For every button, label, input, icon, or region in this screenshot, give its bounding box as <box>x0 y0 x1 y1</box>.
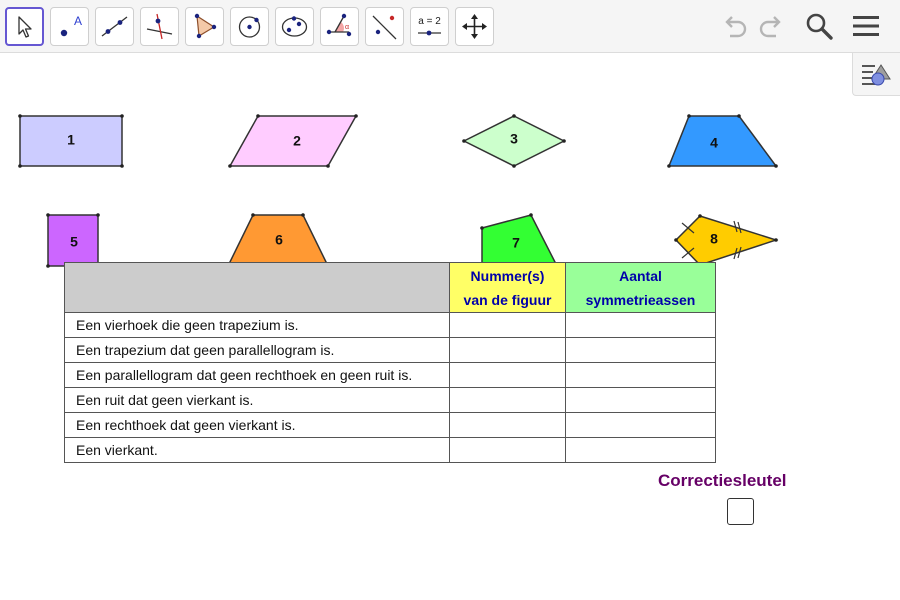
search-button[interactable] <box>803 10 835 42</box>
slider-tool-label: a = 2 <box>418 16 441 27</box>
table-row <box>65 313 716 338</box>
conic-tool-button[interactable] <box>275 7 314 46</box>
row-label-text: Een vierkant. <box>76 442 158 458</box>
shape-4-trapezium[interactable] <box>667 114 778 168</box>
shape-7-label: 7 <box>512 234 520 251</box>
shape-6-trapezium[interactable] <box>226 213 330 268</box>
shape-6-label: 6 <box>275 231 283 248</box>
angle-tool-button[interactable] <box>320 7 359 46</box>
reflect-icon <box>370 12 399 41</box>
table-row <box>65 438 716 463</box>
polygon-tool-button[interactable] <box>185 7 224 46</box>
point-tool-button[interactable] <box>50 7 89 46</box>
header-symmetry-axes-line2: symmetrieassen <box>585 291 696 308</box>
header-figure-number-line2: van de figuur <box>463 291 552 308</box>
undo-icon <box>718 10 750 42</box>
redo-button[interactable] <box>756 10 788 42</box>
move-view-arrows-icon <box>460 12 489 41</box>
row-label-text: Een rechthoek dat geen vierkant is. <box>76 417 296 433</box>
ellipse-icon <box>280 12 309 41</box>
menu-icon <box>850 10 882 42</box>
row-label <box>65 338 450 363</box>
row-label <box>65 438 450 463</box>
shape-8-kite[interactable] <box>674 214 778 267</box>
figure-number-cell[interactable] <box>450 388 566 413</box>
row-label <box>65 363 450 388</box>
shape-4-label: 4 <box>710 134 718 151</box>
shape-3-label: 3 <box>510 130 518 147</box>
table-row <box>65 363 716 388</box>
table-row <box>65 338 716 363</box>
perpendicular-line-icon <box>145 12 174 41</box>
main-menu-button[interactable] <box>850 10 882 42</box>
shape-2-parallelogram[interactable] <box>228 114 358 168</box>
point-icon <box>55 12 84 41</box>
figure-number-cell[interactable] <box>450 438 566 463</box>
figure-number-cell[interactable] <box>450 363 566 388</box>
row-label-text: Een ruit dat geen vierkant is. <box>76 392 254 408</box>
shape-3-rhombus[interactable] <box>462 114 566 168</box>
redo-icon <box>756 10 788 42</box>
table-row <box>65 413 716 438</box>
header-figure-number-line1: Nummer(s) <box>470 267 545 284</box>
table-row <box>65 388 716 413</box>
row-label <box>65 388 450 413</box>
answer-key-label: Correctiesleutel <box>658 471 787 490</box>
circle-icon <box>235 12 264 41</box>
undo-button[interactable] <box>718 10 750 42</box>
shape-2-label: 2 <box>293 132 301 149</box>
line-tool-button[interactable] <box>95 7 134 46</box>
point-tool-letter: A <box>74 14 83 28</box>
figure-number-cell[interactable] <box>450 313 566 338</box>
slider-tool-button[interactable] <box>410 7 449 46</box>
row-label-text: Een parallellogram dat geen rechthoek en geen ruit is. <box>76 367 413 383</box>
header-symmetry-axes <box>566 263 716 313</box>
svg-text:α: α <box>345 24 350 31</box>
shape-5-label: 5 <box>70 233 78 250</box>
symmetry-axes-cell[interactable] <box>566 363 716 388</box>
symmetry-axes-cell[interactable] <box>566 313 716 338</box>
reflect-tool-button[interactable] <box>365 7 404 46</box>
row-label-text: Een trapezium dat geen parallellogram is. <box>76 342 335 358</box>
answer-key-checkbox[interactable] <box>727 498 754 525</box>
shape-7-quadrilateral[interactable] <box>480 213 559 268</box>
perpendicular-line-tool-button[interactable] <box>140 7 179 46</box>
header-empty-cell <box>65 263 450 313</box>
shape-5-square[interactable] <box>46 213 100 268</box>
symmetry-axes-cell[interactable] <box>566 413 716 438</box>
symmetry-axes-cell[interactable] <box>566 388 716 413</box>
symmetry-axes-cell[interactable] <box>566 438 716 463</box>
circle-center-point-tool-button[interactable] <box>230 7 269 46</box>
shape-8-label: 8 <box>710 230 718 247</box>
toolbar <box>0 0 900 53</box>
symmetry-axes-cell[interactable] <box>566 338 716 363</box>
move-tool-button[interactable] <box>5 7 44 46</box>
angle-icon <box>325 12 354 41</box>
shape-1-rectangle[interactable] <box>18 114 124 168</box>
row-label <box>65 413 450 438</box>
figure-number-cell[interactable] <box>450 413 566 438</box>
header-symmetry-axes-line1: Aantal <box>619 267 662 284</box>
move-graphics-view-tool-button[interactable] <box>455 7 494 46</box>
cursor-arrow-icon <box>10 12 39 41</box>
table-header-row <box>65 263 716 313</box>
symmetry-table <box>64 262 716 463</box>
row-label-text: Een vierhoek die geen trapezium is. <box>76 317 299 333</box>
shape-1-label: 1 <box>67 131 75 148</box>
search-icon <box>803 10 835 42</box>
slider-icon <box>415 12 444 41</box>
polygon-icon <box>190 12 219 41</box>
figure-number-cell[interactable] <box>450 338 566 363</box>
row-label <box>65 313 450 338</box>
line-icon <box>100 12 129 41</box>
header-figure-number <box>450 263 566 313</box>
